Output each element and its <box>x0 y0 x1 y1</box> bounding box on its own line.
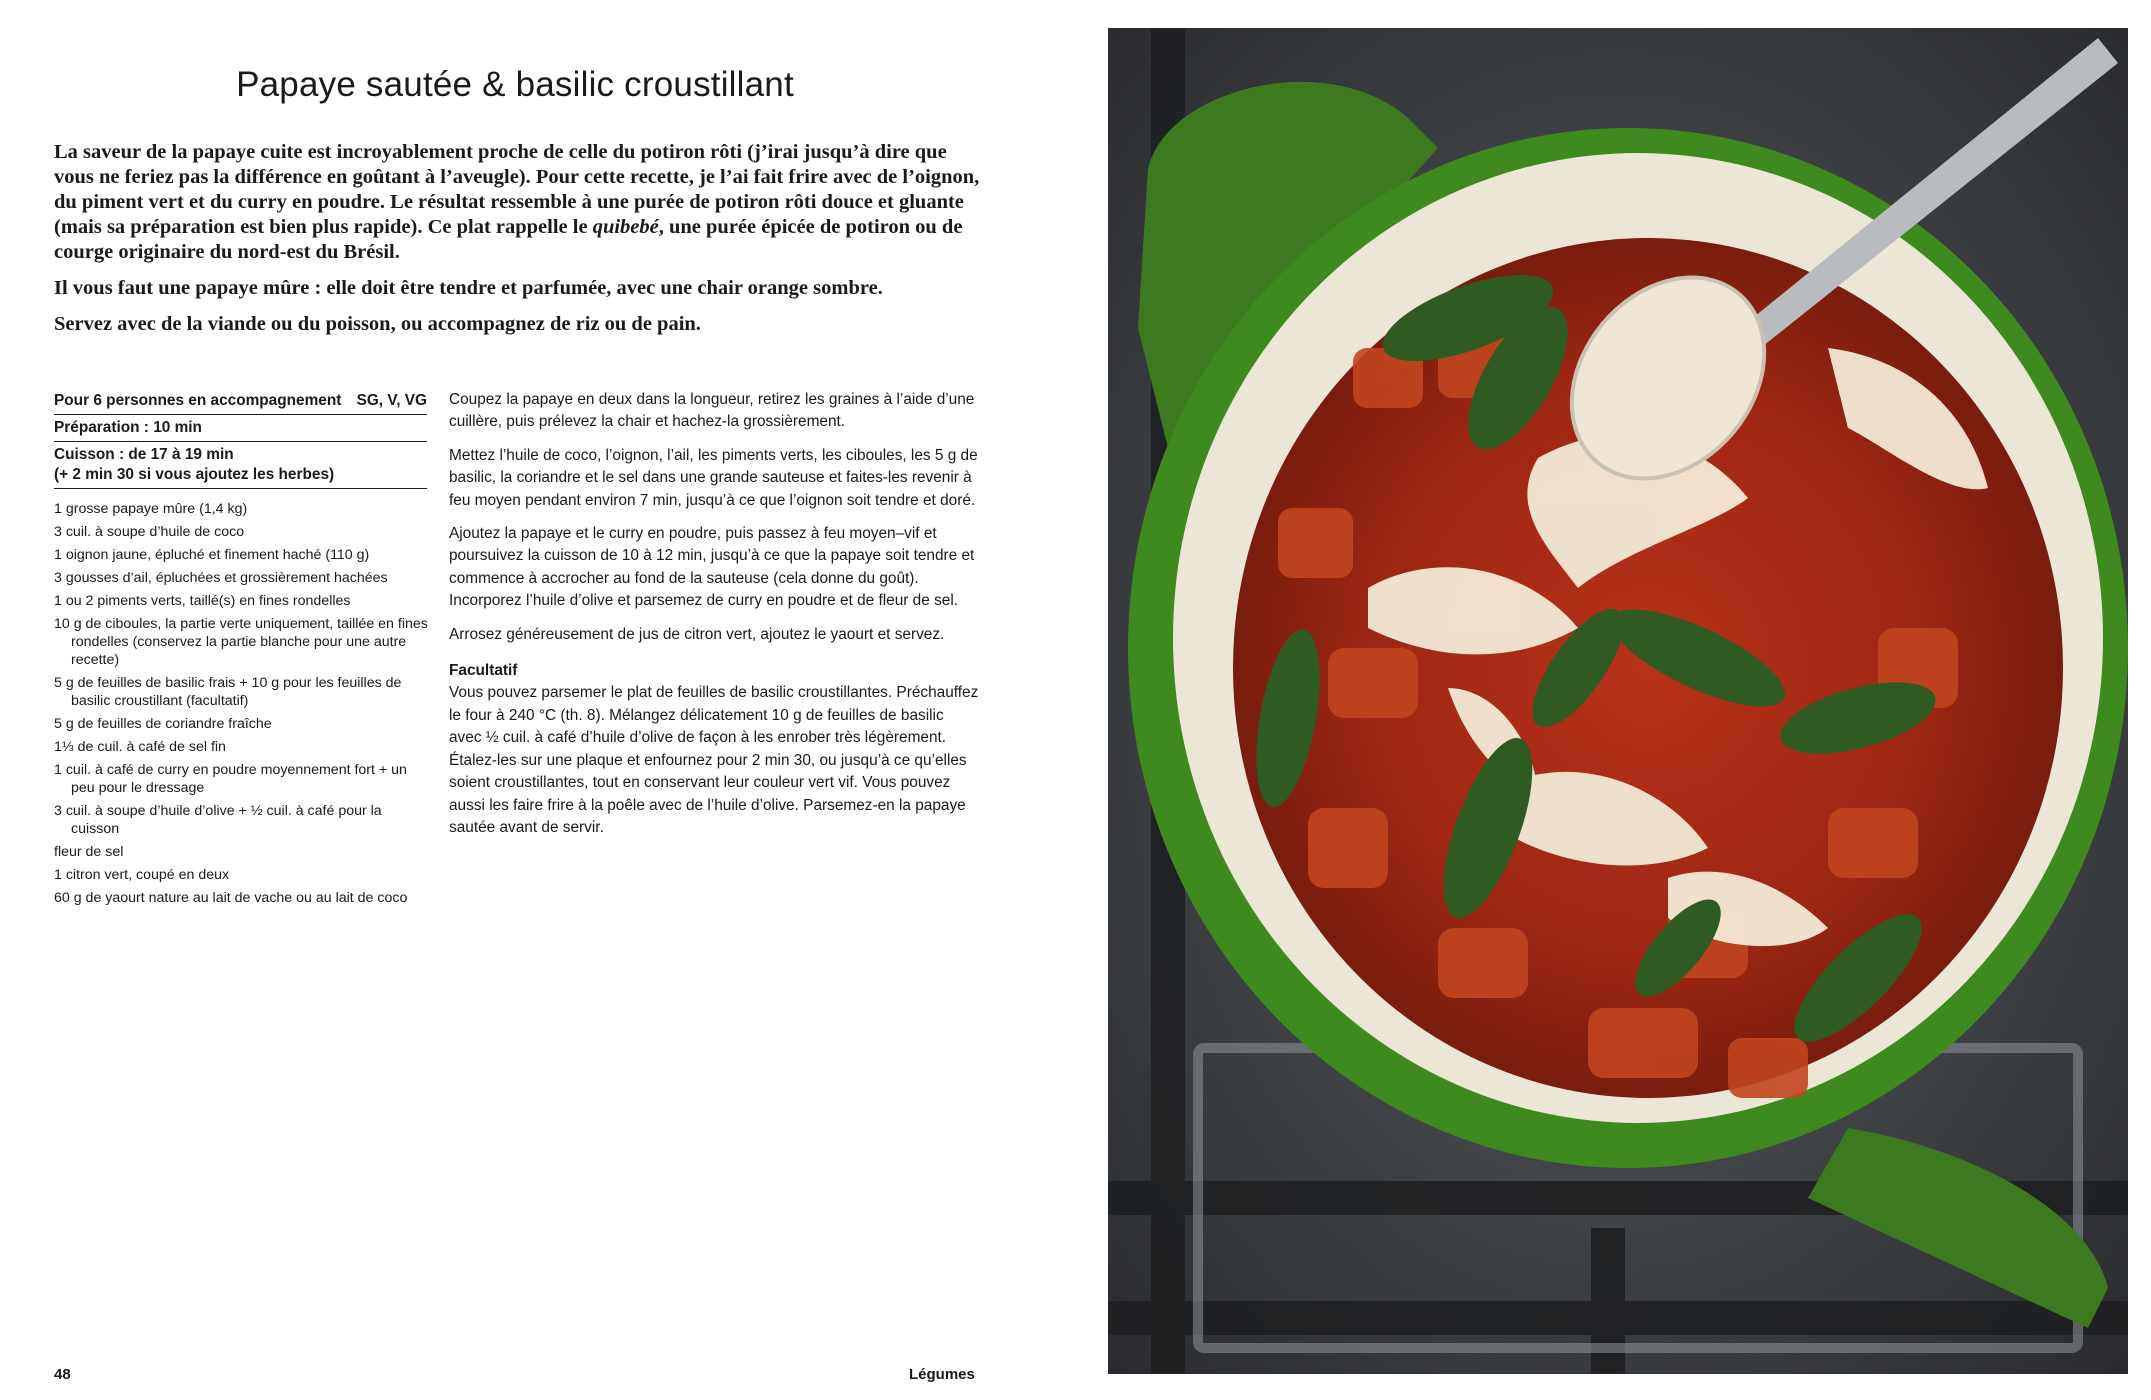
section-name: Légumes <box>909 1366 975 1383</box>
ingredient-item: 10 g de ciboules, la partie verte uniquement, taillée en fines rondelles (conservez la partie blanche pour une autre recette) <box>54 616 428 668</box>
recipe-intro <box>54 140 984 348</box>
ingredient-item: 60 g de yaourt nature au lait de vache ou au lait de coco <box>54 890 408 906</box>
page-number: 48 <box>54 1366 71 1383</box>
method-step: Coupez la papaye en deux dans la longueur, retirez les graines à l’aide d’une cuillère, puis prélevez la chair et hachez-la grossièrement. <box>449 391 975 431</box>
ingredient-item: 1 ou 2 piments verts, taillé(s) en fines rondelles <box>54 593 351 609</box>
servings-row <box>54 388 427 415</box>
ingredient-item: 5 g de feuilles de basilic frais + 10 g pour les feuilles de basilic croustillant (facultatif) <box>54 675 402 709</box>
dish-photo <box>1108 28 2128 1374</box>
ingredient-item: fleur de sel <box>54 844 124 860</box>
ingredient-item: 1 cuil. à café de curry en poudre moyennement fort + un peu pour le dressage <box>54 762 407 796</box>
ingredient-item: 1 citron vert, coupé en deux <box>54 867 230 883</box>
method-step: Mettez l’huile de coco, l’oignon, l’ail, les piments verts, les ciboules, les 5 g de basilic, la coriandre et le sel dans une grande sauteuse et faites-les revenir à feu moyen pendant environ 7 min, jusqu’à ce que l’oignon soit tendre et doré. <box>449 446 978 509</box>
optional-text: Vous pouvez parsemer le plat de feuilles de basilic croustillantes. Préchauffez le four à 240 °C (th. 8). Mélangez délicatement 10 g de feuilles de basilic avec ½ cuil. à café d’huile d’olive de façon à les enrober très légèrement. Étalez-les sur une plaque et enfournez pour 2 min 30, ou jusqu’à ce qu’elles soient croustillantes, tout en conservant leur couleur vert vif. Vous pouvez aussi les faire frire à la poêle avec de l’huile d’olive. Parsemez-en la papaye sautée avant de servir. <box>449 684 979 836</box>
method-step: Ajoutez la papaye et le curry en poudre, puis passez à feu moyen–vif et poursuivez la cuisson de 10 à 12 min, jusqu’à ce que la papaye soit tendre et commence à accrocher au fond de la sauteuse (cela donne du goût). Incorporez l’huile d’olive et parsemez de curry en poudre et de fleur de sel. <box>449 525 975 610</box>
optional-title: Facultatif <box>449 662 518 680</box>
ingredient-item: 3 gousses d’ail, épluchées et grossièrement hachées <box>54 570 388 586</box>
intro-text: La saveur de la papaye cuite est incroyablement proche de celle du potiron rôti (j’irai jusqu’à dire que vous ne feriez pas la différence en goûtant à l’aveugle). Pour cette recette, je l’ai fait frire avec de l’oignon, du piment vert et du curry en poudre. Le résultat ressemble à une purée de potiron rôti douce et gluante (mais sa préparation est bien plus rapide). Ce plat rappelle le <box>54 141 980 238</box>
dish-illustration <box>1108 28 2128 1374</box>
ingredient-item: 3 cuil. à soupe d’huile d’olive + ½ cuil. à café pour la cuisson <box>54 803 382 837</box>
ingredient-item: 1 oignon jaune, épluché et finement haché (110 g) <box>54 547 370 563</box>
diet-tags: SG, V, VG <box>356 392 427 409</box>
prep-time-label: Préparation : 10 min <box>54 419 202 436</box>
ingredient-item: 1 grosse papaye mûre (1,4 kg) <box>54 501 248 517</box>
prep-time <box>54 415 427 442</box>
recipe-meta <box>54 388 427 489</box>
servings: Pour 6 personnes en accompagnement <box>54 392 342 409</box>
method-step: Arrosez généreusement de jus de citron vert, ajoutez le yaourt et servez. <box>449 625 945 643</box>
intro-paragraph-3: Servez avec de la viande ou du poisson, ou accompagnez de riz ou de pain. <box>54 313 701 335</box>
intro-paragraph-2: Il vous faut une papaye mûre : elle doit être tendre et parfumée, avec une chair orange sombre. <box>54 277 883 299</box>
cook-time-note: (+ 2 min 30 si vous ajoutez les herbes) <box>54 466 335 483</box>
cook-time <box>54 442 427 489</box>
ingredient-item: 5 g de feuilles de coriandre fraîche <box>54 716 272 732</box>
intro-text: , une purée épicée de potiron ou de courge originaire du nord-est du Brésil. <box>54 216 963 263</box>
intro-emphasis: quibebé <box>592 216 659 238</box>
ingredient-item: 3 cuil. à soupe d’huile de coco <box>54 524 245 540</box>
cook-time-label: Cuisson : de 17 à 19 min <box>54 446 234 463</box>
recipe-title: Papaye sautée & basilic croustillant <box>236 65 794 105</box>
ingredient-item: 1⅓ de cuil. à café de sel fin <box>54 739 226 755</box>
method <box>449 389 979 850</box>
ingredient-list <box>54 500 432 912</box>
intro-paragraph-1 <box>54 140 984 265</box>
